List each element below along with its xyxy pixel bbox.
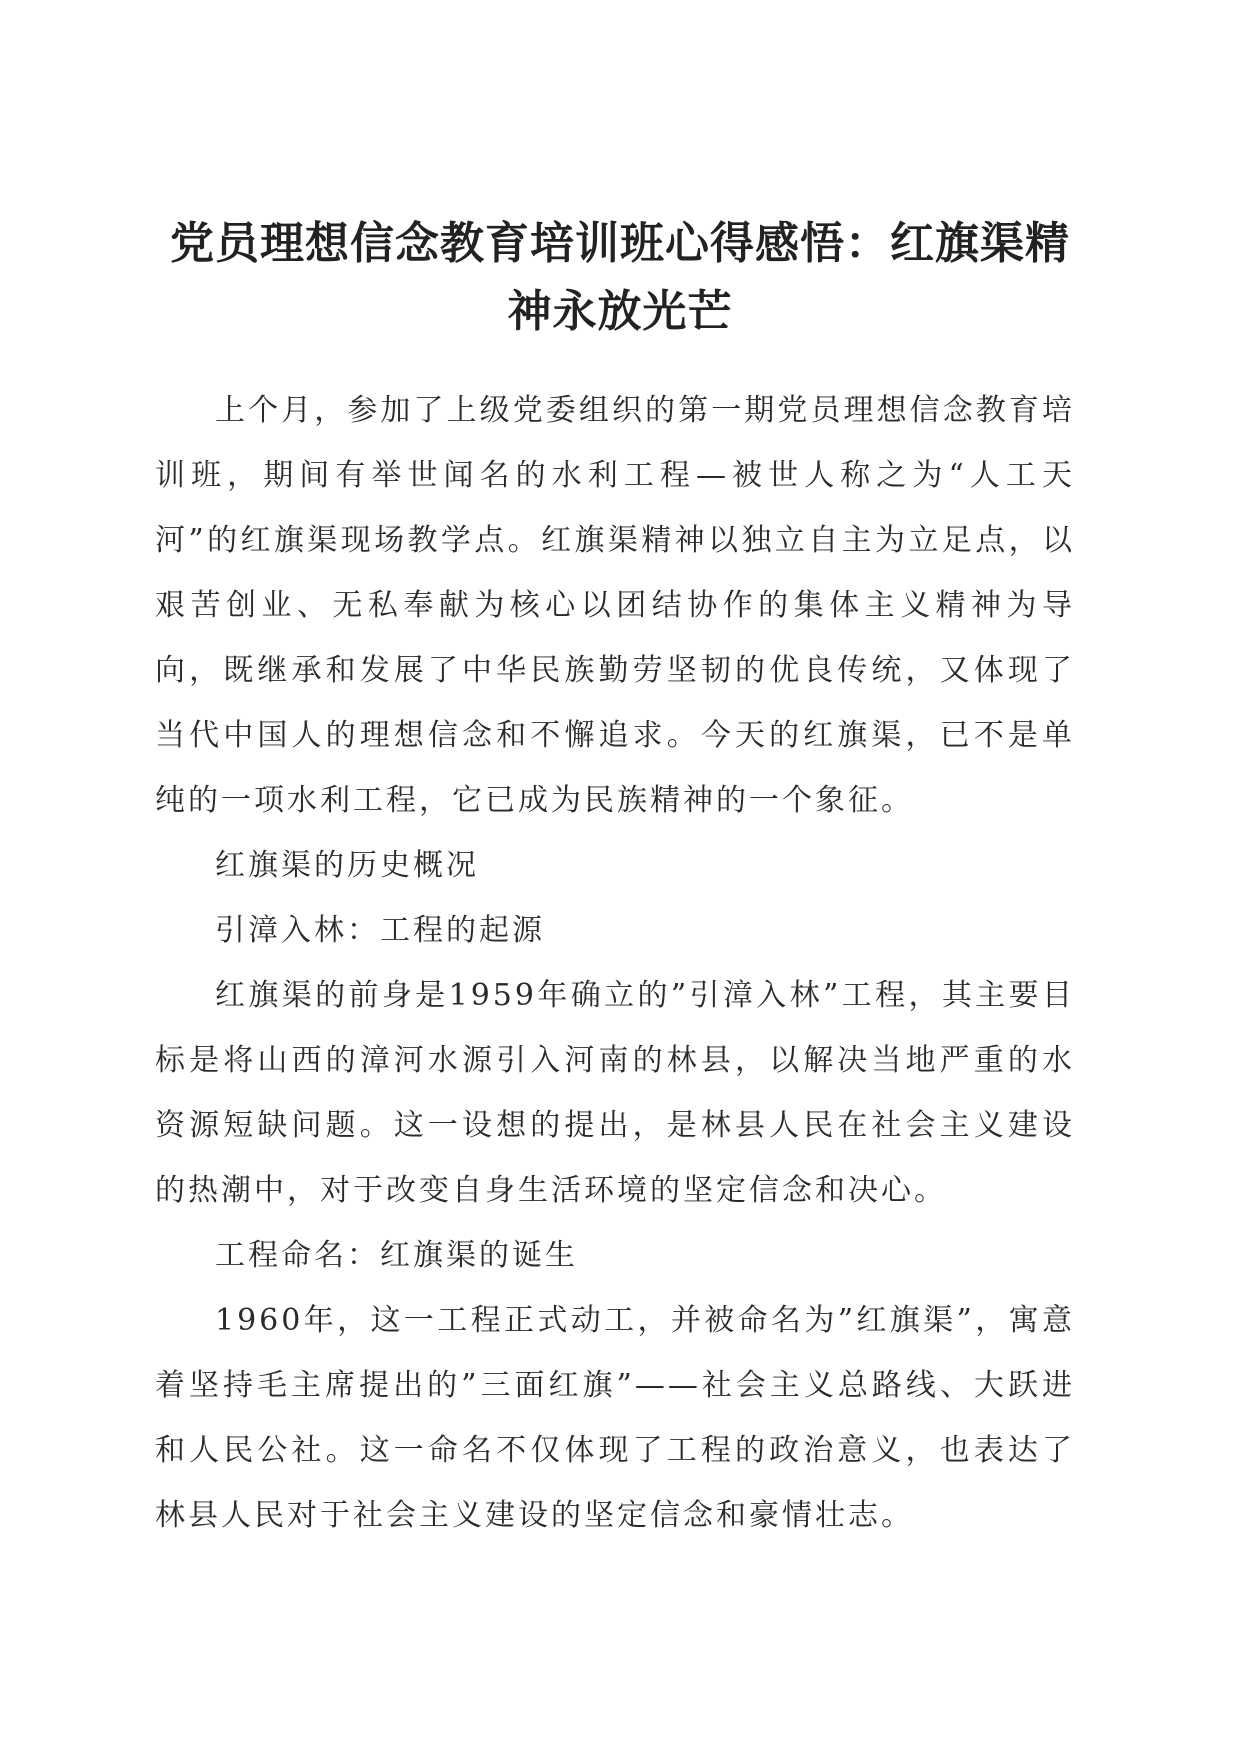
section-heading-history: 红旗渠的历史概况	[215, 848, 479, 883]
subheading-origin: 引漳入林：工程的起源	[215, 913, 545, 948]
subheading-naming: 工程命名：红旗渠的诞生	[215, 1238, 578, 1273]
paragraph-intro: 上个月，参加了上级党委组织的第一期党员理想信念教育培训班，期间有举世闻名的水利工程—被世人称之为“人工天河”的红旗渠现场教学点。红旗渠精神以独立自主为立足点，以艰苦创业、无私奉献为核心以团结协作的集体主义精神为导向，既继承和发展了中华民族勤劳坚韧的优良传统，又体现了当代中国人的理想信念和不懈追求。今天的红旗渠，已不是单纯的一项水利工程，它已成为民族精神的一个象征。	[155, 393, 1075, 818]
paragraph-origin: 红旗渠的前身是1959年确立的”引漳入林”工程，其主要目标是将山西的漳河水源引入河南的林县，以解决当地严重的水资源短缺问题。这一设想的提出，是林县人民在社会主义建设的热潮中，对于改变自身生活环境的坚定信念和决心。	[155, 978, 1075, 1208]
document-body	[155, 378, 1075, 1548]
document-title: 党员理想信念教育培训班心得感悟：红旗渠精神永放光芒	[170, 218, 1070, 337]
paragraph-naming: 1960年，这一工程正式动工，并被命名为”红旗渠”，寓意着坚持毛主席提出的”三面红旗”——社会主义总路线、大跃进和人民公社。这一命名不仅体现了工程的政治意义，也表达了林县人民对于社会主义建设的坚定信念和豪情壮志。	[155, 1303, 1075, 1533]
